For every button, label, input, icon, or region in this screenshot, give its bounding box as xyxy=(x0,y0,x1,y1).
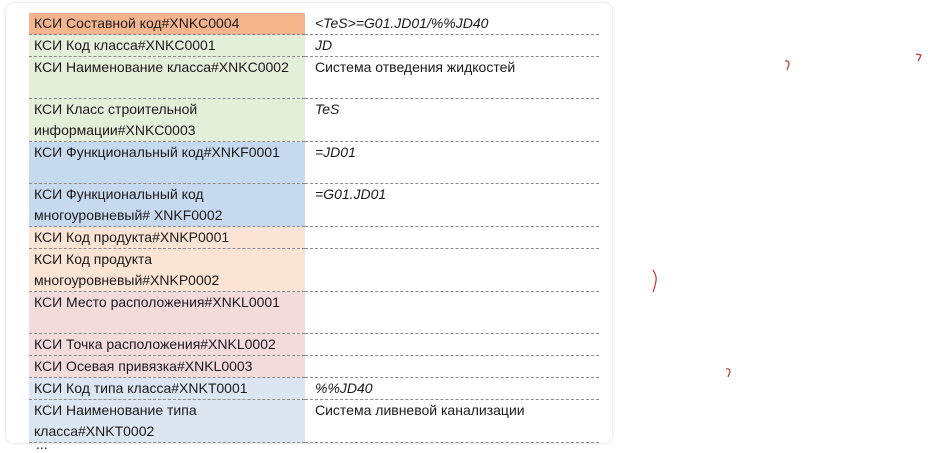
row-value xyxy=(305,356,599,378)
row-value: TeS xyxy=(305,99,599,142)
row-value: %%JD40 xyxy=(305,378,599,400)
row-value xyxy=(305,249,599,292)
table-row xyxy=(29,334,599,356)
row-label: КСИ Наименование типа класса#XNKT0002 xyxy=(29,400,305,443)
stray-mark-2 xyxy=(914,51,924,65)
row-value: =G01.JD01 xyxy=(305,184,599,227)
row-label: КСИ Код типа класса#XNKT0001 xyxy=(29,378,305,400)
ksi-properties-table xyxy=(29,13,599,443)
row-value xyxy=(305,292,599,334)
table-row xyxy=(29,184,599,227)
table-row xyxy=(29,57,599,99)
table-row xyxy=(29,378,599,400)
row-label: КСИ Код продукта многоуровневый#XNKP0002 xyxy=(29,249,305,292)
continuation-ellipsis: ... xyxy=(36,436,48,452)
stray-mark-3 xyxy=(650,268,660,294)
row-value: JD xyxy=(305,35,599,57)
row-label: КСИ Составной код#XNKC0004 xyxy=(29,13,305,35)
row-label: КСИ Код продукта#XNKP0001 xyxy=(29,227,305,249)
row-value: Система отведения жидкостей xyxy=(305,57,599,99)
table-row xyxy=(29,292,599,334)
table-row xyxy=(29,35,599,57)
table-row xyxy=(29,13,599,35)
stray-mark-1 xyxy=(783,58,793,74)
row-label: КСИ Наименование класса#XNKC0002 xyxy=(29,57,305,99)
table-row xyxy=(29,356,599,378)
table-row xyxy=(29,400,599,443)
row-label: КСИ Код класса#XNKC0001 xyxy=(29,35,305,57)
row-label: КСИ Класс строительной информации#XNKC0003 xyxy=(29,99,305,142)
row-label: КСИ Функциональный код многоуровневый# XNKF0002 xyxy=(29,184,305,227)
row-label: КСИ Точка расположения#XNKL0002 xyxy=(29,334,305,356)
row-value xyxy=(305,334,599,356)
row-value xyxy=(305,227,599,249)
table-row xyxy=(29,227,599,249)
table-row xyxy=(29,142,599,184)
table-row xyxy=(29,249,599,292)
row-label: КСИ Осевая привязка#XNKL0003 xyxy=(29,356,305,378)
stray-mark-4 xyxy=(724,366,734,380)
row-label: КСИ Место расположения#XNKL0001 xyxy=(29,292,305,334)
row-label: КСИ Функциональный код#XNKF0001 xyxy=(29,142,305,184)
row-value: =JD01 xyxy=(305,142,599,184)
row-value: Система ливневой канализации xyxy=(305,400,599,443)
table-row xyxy=(29,99,599,142)
row-value: <TeS>=G01.JD01/%%JD40 xyxy=(305,13,599,35)
